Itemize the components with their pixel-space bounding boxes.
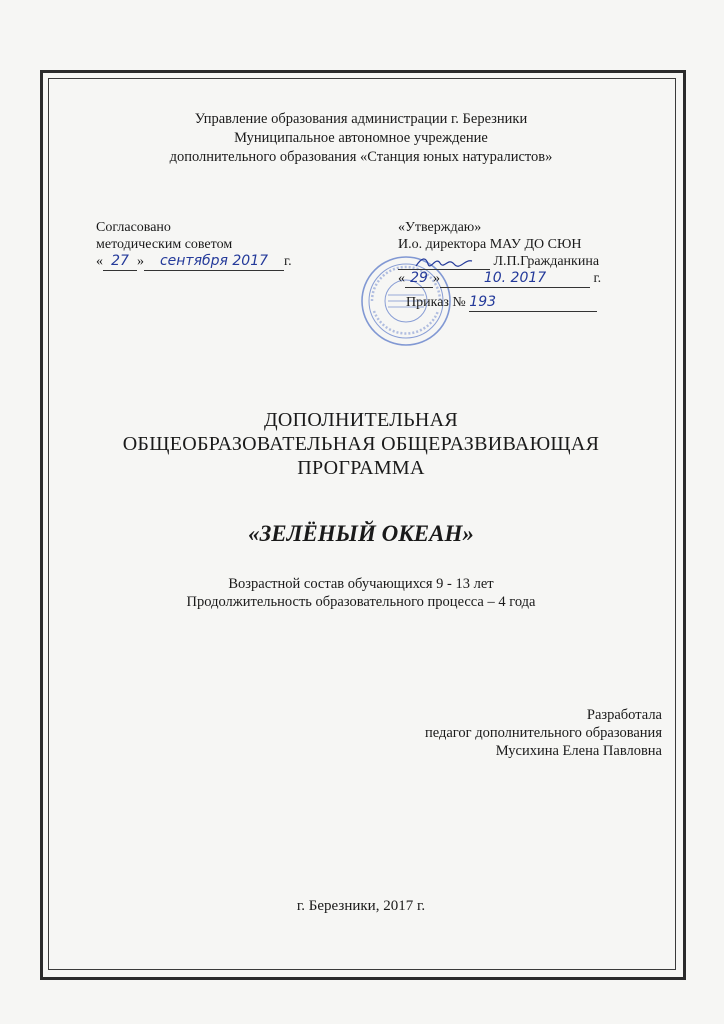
age-range: Возрастной состав обучающихся 9 - 13 лет [228, 576, 494, 592]
org-line-2: Муниципальное автономное учреждение [234, 130, 488, 146]
agreed-quote-open: « [96, 254, 103, 269]
author-line-2: педагог дополнительного образования [424, 725, 662, 741]
org-line-1: Управление образования администрации г. Березники [194, 111, 528, 127]
order-label: Приказ № [406, 295, 466, 310]
agreed-line-1: Согласовано [96, 220, 171, 235]
agreed-block [96, 219, 292, 271]
approve-date [398, 270, 601, 288]
agreed-day: 27 [103, 253, 137, 271]
duration: Продолжительность образовательного процесса – 4 года [186, 594, 536, 610]
signature-icon [398, 255, 490, 270]
approve-day: 29 [405, 270, 433, 288]
title-line-3: ПРОГРАММА [297, 457, 425, 479]
author-line-1: Разработала [586, 707, 662, 723]
approve-quote-open: « [398, 271, 405, 286]
agreed-month-year: сентября 2017 [144, 253, 284, 271]
approve-line-1: «Утверждаю» [398, 220, 482, 235]
org-line-3: дополнительного образования «Станция юных натуралистов» [169, 149, 553, 165]
city-year: г. Березники, 2017 г. [296, 898, 426, 914]
approve-date-rest: 10. 2017 [440, 270, 590, 288]
title-line-2: ОБЩЕОБРАЗОВАТЕЛЬНАЯ ОБЩЕРАЗВИВАЮЩАЯ [122, 433, 600, 455]
program-type-title [48, 408, 674, 480]
approve-quote-close: » [433, 271, 440, 286]
approve-signature-line [398, 253, 601, 270]
program-info [48, 575, 674, 611]
author-name: Мусихина Елена Павловна [495, 743, 662, 759]
approve-block [398, 219, 601, 312]
agreed-line-2: методическим советом [96, 237, 233, 252]
order-line [398, 294, 601, 312]
approve-line-2: И.о. директора МАУ ДО СЮН [398, 237, 582, 252]
agreed-date [96, 253, 292, 271]
author-block [425, 706, 662, 760]
approve-signature-name: Л.П.Гражданкина [493, 254, 600, 269]
program-name: «ЗЕЛЁНЫЙ ОКЕАН» [248, 521, 474, 546]
approve-year-suffix: г. [593, 271, 602, 286]
organization-header [48, 110, 674, 167]
order-number: 193 [469, 294, 597, 312]
agreed-quote-close: » [137, 254, 144, 269]
title-line-1: ДОПОЛНИТЕЛЬНАЯ [263, 409, 459, 431]
agreed-year-suffix: г. [284, 254, 292, 269]
